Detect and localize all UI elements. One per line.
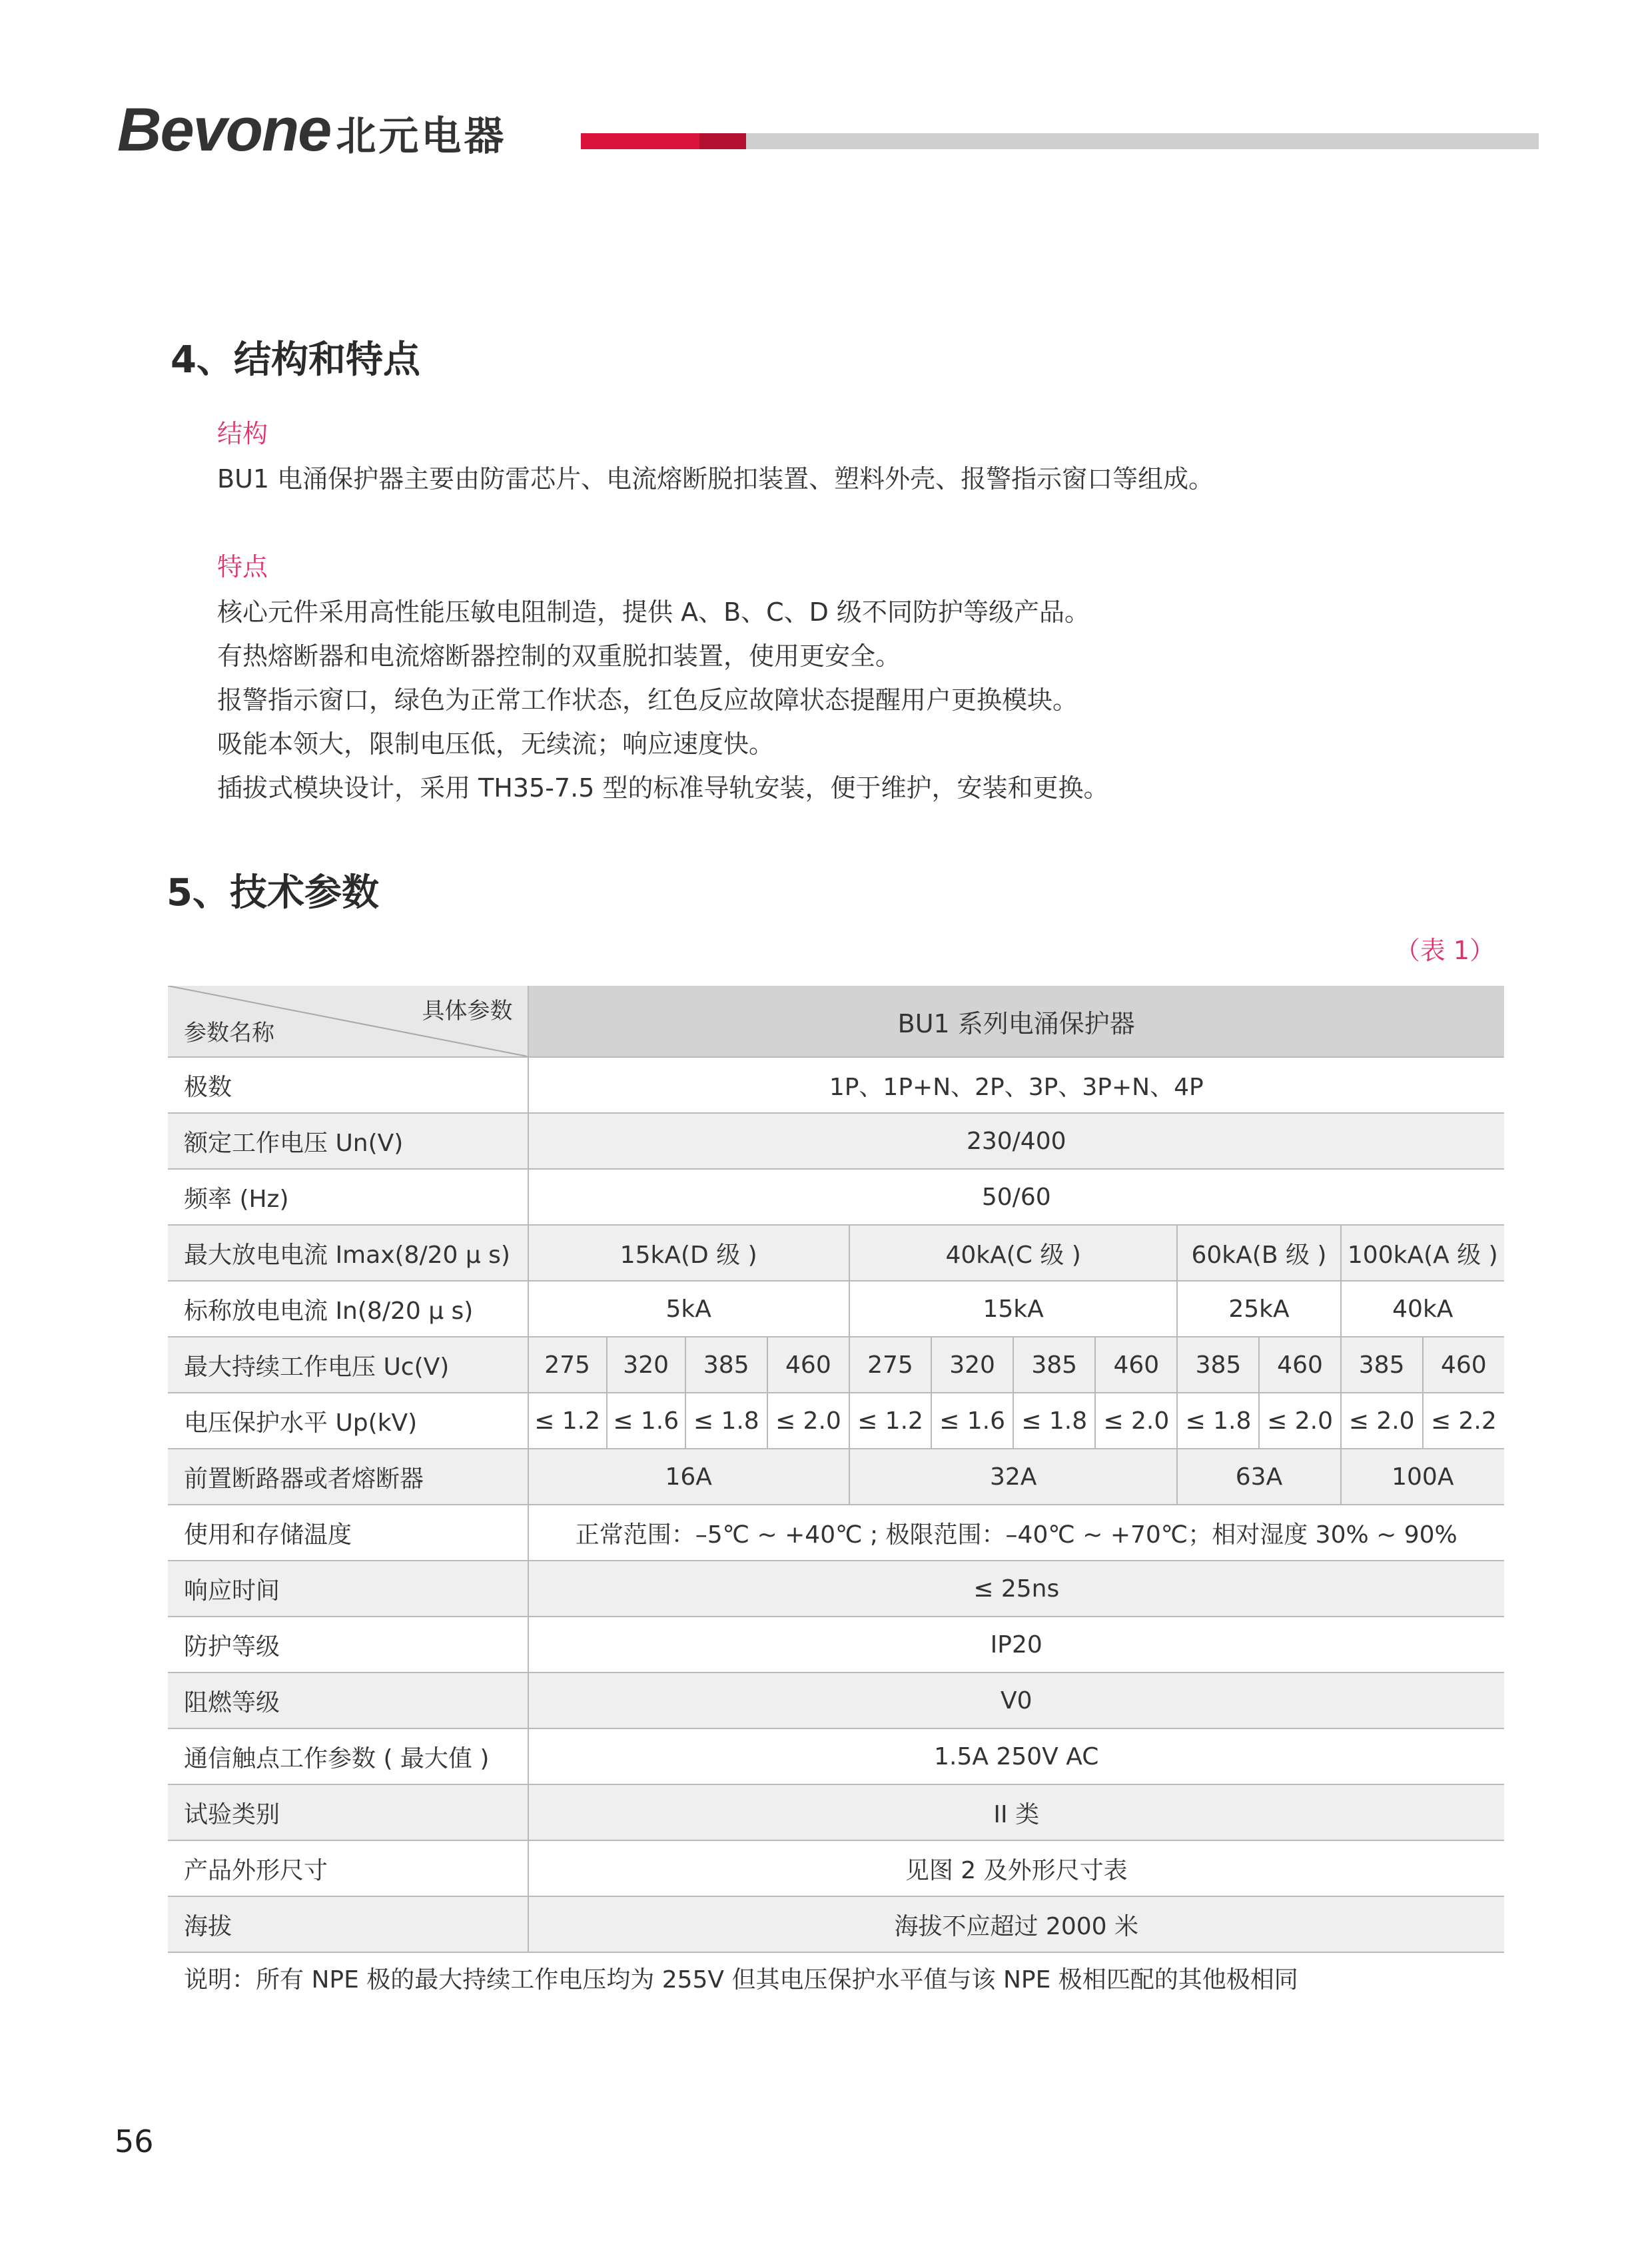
param-value: 60kA(B 级 ) [1177, 1225, 1340, 1281]
param-name: 阻燃等级 [168, 1673, 528, 1728]
param-value: 460 [1259, 1337, 1340, 1393]
param-value: ≤ 1.8 [1013, 1393, 1095, 1449]
corner-top-label: 具体参数 [422, 998, 513, 1024]
product-header: BU1 系列电涌保护器 [528, 986, 1505, 1057]
page-number: 56 [115, 2123, 154, 2159]
table-row [168, 1617, 1504, 1673]
spec-table [168, 986, 1504, 1953]
table-row [168, 1505, 1504, 1561]
param-value: ≤ 2.0 [1259, 1393, 1340, 1449]
section4-title: 4、结构和特点 [171, 338, 420, 382]
brand-logo [117, 96, 507, 164]
param-name: 标称放电电流 In(8/20 μ s) [168, 1281, 528, 1337]
param-value: 5kA [528, 1281, 849, 1337]
param-value: 见图 2 及外形尺寸表 [528, 1840, 1505, 1896]
param-value: ≤ 1.2 [849, 1393, 931, 1449]
table-note: 说明：所有 NPE 极的最大持续工作电压均为 255V 但其电压保护水平值与该 NPE 极相匹配的其他极相同 [184, 1966, 1298, 1994]
param-value: ≤ 1.6 [607, 1393, 685, 1449]
table-row [168, 1673, 1504, 1728]
param-value: 15kA(D 级 ) [528, 1225, 849, 1281]
param-value: 385 [685, 1337, 767, 1393]
param-value: 275 [528, 1337, 607, 1393]
feature-item: 核心元件采用高性能压敏电阻制造，提供 A、B、C、D 级不同防护等级产品。 [217, 597, 1090, 627]
param-name: 极数 [168, 1057, 528, 1113]
param-value: ≤ 25ns [528, 1561, 1505, 1617]
table-row [168, 1281, 1504, 1337]
param-name: 前置断路器或者熔断器 [168, 1449, 528, 1505]
table-row [168, 1449, 1504, 1505]
header-bar-red [581, 133, 699, 149]
param-value: 460 [767, 1337, 849, 1393]
table-row [168, 1561, 1504, 1617]
table-row [168, 1057, 1504, 1113]
param-value: II 类 [528, 1784, 1505, 1840]
feature-item: 插拔式模块设计，采用 TH35-7.5 型的标准导轨安装，便于维护，安装和更换。 [217, 773, 1109, 803]
param-value: 385 [1177, 1337, 1259, 1393]
table-header-row [168, 986, 1504, 1057]
structure-text: BU1 电涌保护器主要由防雷芯片、电流熔断脱扣装置、塑料外壳、报警指示窗口等组成。 [217, 464, 1214, 494]
table-row [168, 1784, 1504, 1840]
section5-title: 5、技术参数 [167, 871, 379, 915]
param-value: V0 [528, 1673, 1505, 1728]
param-value: 230/400 [528, 1113, 1505, 1169]
table-row [168, 1169, 1504, 1225]
param-value: 15kA [849, 1281, 1177, 1337]
param-name: 响应时间 [168, 1561, 528, 1617]
param-value: 海拔不应超过 2000 米 [528, 1896, 1505, 1952]
param-value: ≤ 2.0 [1095, 1393, 1177, 1449]
param-value: 320 [607, 1337, 685, 1393]
param-value: ≤ 1.2 [528, 1393, 607, 1449]
param-name: 额定工作电压 Un(V) [168, 1113, 528, 1169]
param-value: 1.5A 250V AC [528, 1728, 1505, 1784]
param-value: 25kA [1177, 1281, 1340, 1337]
param-value: 1P、1P+N、2P、3P、3P+N、4P [528, 1057, 1505, 1113]
param-value: ≤ 2.0 [1341, 1393, 1423, 1449]
logo-chinese: 北元电器 [336, 113, 507, 160]
structure-label: 结构 [217, 419, 268, 448]
param-value: 385 [1013, 1337, 1095, 1393]
param-value: 460 [1095, 1337, 1177, 1393]
table-row [168, 1393, 1504, 1449]
param-value: 50/60 [528, 1169, 1505, 1225]
param-name: 最大持续工作电压 Uc(V) [168, 1337, 528, 1393]
param-value: 100kA(A 级 ) [1341, 1225, 1504, 1281]
corner-bottom-label: 参数名称 [184, 1020, 274, 1046]
table-row [168, 1337, 1504, 1393]
header-bar-grey [746, 133, 1539, 149]
table-corner-cell [168, 986, 528, 1057]
param-value: ≤ 1.8 [1177, 1393, 1259, 1449]
logo-english: Bevone [117, 96, 331, 164]
param-value: 275 [849, 1337, 931, 1393]
feature-item: 报警指示窗口，绿色为正常工作状态，红色反应故障状态提醒用户更换模块。 [217, 685, 1078, 715]
table-row [168, 1728, 1504, 1784]
feature-item: 吸能本领大，限制电压低，无续流；响应速度快。 [217, 729, 775, 759]
table-number: （表 1） [1394, 936, 1495, 965]
param-value: 460 [1423, 1337, 1504, 1393]
param-name: 使用和存储温度 [168, 1505, 528, 1561]
param-value: 40kA [1341, 1281, 1504, 1337]
table-row [168, 1896, 1504, 1952]
param-value: 63A [1177, 1449, 1340, 1505]
header-bar-dark [699, 133, 746, 149]
param-name: 产品外形尺寸 [168, 1840, 528, 1896]
param-value: 16A [528, 1449, 849, 1505]
param-name: 试验类别 [168, 1784, 528, 1840]
param-value: ≤ 1.6 [931, 1393, 1013, 1449]
param-value: 385 [1341, 1337, 1423, 1393]
param-name: 防护等级 [168, 1617, 528, 1673]
table-row [168, 1225, 1504, 1281]
param-value: ≤ 1.8 [685, 1393, 767, 1449]
features-label: 特点 [217, 552, 268, 581]
param-value: ≤ 2.0 [767, 1393, 849, 1449]
param-name: 频率 (Hz) [168, 1169, 528, 1225]
param-value: 40kA(C 级 ) [849, 1225, 1177, 1281]
param-value: 32A [849, 1449, 1177, 1505]
feature-item: 有热熔断器和电流熔断器控制的双重脱扣装置，使用更安全。 [217, 641, 901, 671]
param-name: 最大放电电流 Imax(8/20 μ s) [168, 1225, 528, 1281]
param-value: 100A [1341, 1449, 1504, 1505]
param-value: IP20 [528, 1617, 1505, 1673]
param-name: 通信触点工作参数 ( 最大值 ) [168, 1728, 528, 1784]
param-name: 电压保护水平 Up(kV) [168, 1393, 528, 1449]
param-name: 海拔 [168, 1896, 528, 1952]
param-value: 320 [931, 1337, 1013, 1393]
table-row [168, 1840, 1504, 1896]
param-value: ≤ 2.2 [1423, 1393, 1504, 1449]
table-row [168, 1113, 1504, 1169]
param-value: 正常范围：–5℃ ~ +40℃ ; 极限范围：–40℃ ~ +70℃；相对湿度 30% ~ 90% [528, 1505, 1505, 1561]
